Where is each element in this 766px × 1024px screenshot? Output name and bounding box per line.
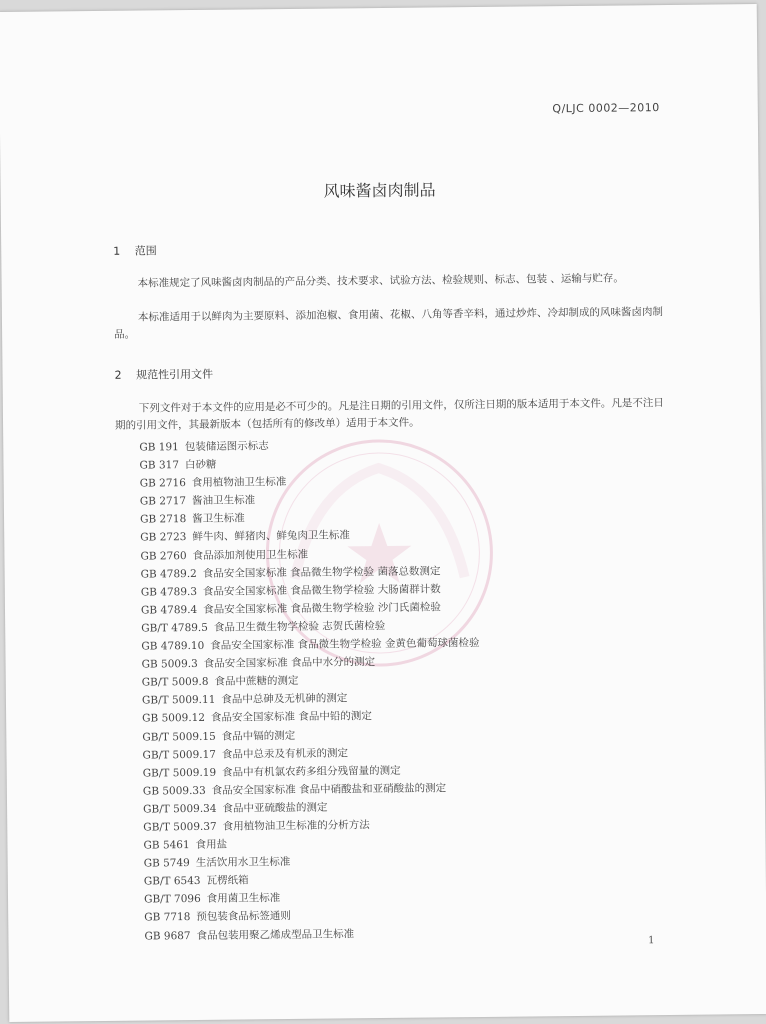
reference-code: GB 2717	[139, 495, 187, 508]
reference-code: GB/T 6543	[143, 875, 201, 888]
reference-code: GB/T 5009.15	[142, 730, 216, 744]
reference-code: GB/T 5009.37	[143, 820, 217, 834]
reference-name: 酱油卫生标准	[191, 494, 256, 508]
reference-name: 食品安全国家标准 食品微生物学检验 沙门氏菌检验	[203, 601, 441, 616]
reference-name: 食品安全国家标准 食品中水分的测定	[203, 656, 376, 671]
reference-code: GB/T 5009.11	[141, 694, 216, 707]
reference-name: 食用植物油卫生标准	[191, 476, 287, 490]
reference-name: 食用植物油卫生标准的分析方法	[222, 819, 370, 833]
reference-name: 食品中亚硫酸盐的测定	[222, 801, 328, 815]
reference-item	[144, 924, 482, 946]
reference-name: 酱卫生标准	[192, 512, 245, 526]
reference-code: GB 2718	[139, 513, 187, 526]
reference-code: GB/T 5009.19	[142, 766, 217, 780]
reference-code: GB 4789.4	[140, 603, 198, 617]
reference-name: 食品中镉的测定	[221, 729, 296, 743]
reference-code: GB/T 5009.17	[142, 748, 216, 762]
reference-name: 食品安全国家标准 食品中硝酸盐和亚硝酸盐的测定	[211, 782, 447, 797]
reference-name: 包装储运图示标志	[184, 440, 269, 454]
section-1-paragraph-1: 本标准规定了风味酱卤肉制品的产品分类、技术要求、试验方法、检验规则、标志、包装 、运输与贮存。	[137, 272, 624, 290]
reference-code: GB/T 7096	[143, 893, 201, 906]
section-1-paragraph-2: 本标准适用于以鲜肉为主要原料、添加泡椒、食用菌、花椒、八角等香辛料，通过炒炸、冷却制成的风味酱卤肉制品。	[114, 306, 663, 341]
reference-code: GB/T 4789.5	[141, 621, 208, 635]
page-number: 1	[648, 935, 655, 947]
reference-code: GB 4789.10	[141, 639, 205, 653]
reference-name: 食品安全国家标准 食品微生物学检验 金黄色葡萄球菌检验	[210, 637, 480, 652]
reference-code: GB 5009.3	[141, 658, 198, 671]
section-2-paragraph-1: 下列文件对于本文件的应用是必不可少的。凡是注日期的引用文件，仅所注日期的版本适用于本文件。凡是不注日期的引用文件，其最新版本（包括所有的修改单）适用于本文件。	[115, 397, 664, 432]
reference-code: GB 5749	[143, 857, 190, 870]
document-title: 风味酱卤肉制品	[323, 180, 436, 201]
reference-name: 食用盐	[195, 838, 228, 852]
reference-code: GB 5461	[143, 839, 190, 852]
section-2-heading	[114, 366, 213, 383]
reference-item	[141, 634, 479, 656]
reference-code: GB 2760	[140, 549, 187, 563]
reference-code: GB 191	[139, 441, 179, 454]
reference-name: 食品中总砷及无机砷的测定	[221, 692, 348, 707]
reference-name: 鲜牛肉、鲜猪肉、鲜兔肉卫生标准	[192, 529, 350, 544]
reference-name: 食品中有机氯农药多组分残留量的测定	[222, 764, 401, 779]
reference-name: 食品添加剂使用卫生标准	[192, 548, 309, 562]
reference-code: GB 2723	[140, 531, 187, 545]
reference-code: GB 7718	[144, 911, 191, 924]
reference-code: GB/T 5009.34	[143, 802, 217, 816]
reference-name: 食品安全国家标准 食品微生物学检验 大肠菌群计数	[202, 583, 441, 598]
reference-name: 食品中总汞及有机汞的测定	[221, 746, 348, 761]
reference-name: 食品卫生微生物学检验 志贺氏菌检验	[213, 619, 386, 634]
reference-code: GB 9687	[144, 929, 191, 943]
reference-code: GB 317	[139, 459, 180, 472]
reference-name: 瓦楞纸箱	[206, 874, 249, 888]
reference-name: 食品安全国家标准 食品微生物学检验 菌落总数测定	[202, 565, 441, 580]
section-1-title: 范围	[134, 244, 157, 258]
reference-name: 食品安全国家标准 食品中铅的测定	[210, 710, 372, 725]
section-2-number: 2	[114, 368, 122, 382]
reference-name: 预包装食品标签通则	[196, 910, 291, 924]
reference-name: 生活饮用水卫生标准	[195, 856, 291, 870]
reference-item	[143, 779, 481, 801]
document-page	[0, 4, 766, 1022]
document-code: Q/LJC 0002—2010	[552, 101, 660, 116]
reference-code: GB 4789.3	[140, 585, 198, 599]
reference-code: GB 5009.12	[142, 712, 206, 725]
reference-name: 白砂糖	[184, 458, 217, 472]
reference-name: 食品中蔗糖的测定	[214, 675, 299, 688]
reference-code: GB 2716	[139, 477, 186, 490]
reference-code: GB/T 5009.8	[141, 676, 209, 689]
reference-item	[141, 598, 479, 620]
reference-code: GB 4789.2	[140, 567, 197, 581]
reference-code: GB 5009.33	[142, 784, 206, 798]
section-1-heading	[113, 242, 157, 258]
section-2-title: 规范性引用文件	[135, 367, 214, 382]
reference-name: 食用菌卫生标准	[206, 892, 281, 906]
normative-reference-list	[139, 435, 482, 945]
section-1-number: 1	[113, 244, 121, 258]
reference-name: 食品包装用聚乙烯成型品卫生标准	[196, 927, 355, 942]
